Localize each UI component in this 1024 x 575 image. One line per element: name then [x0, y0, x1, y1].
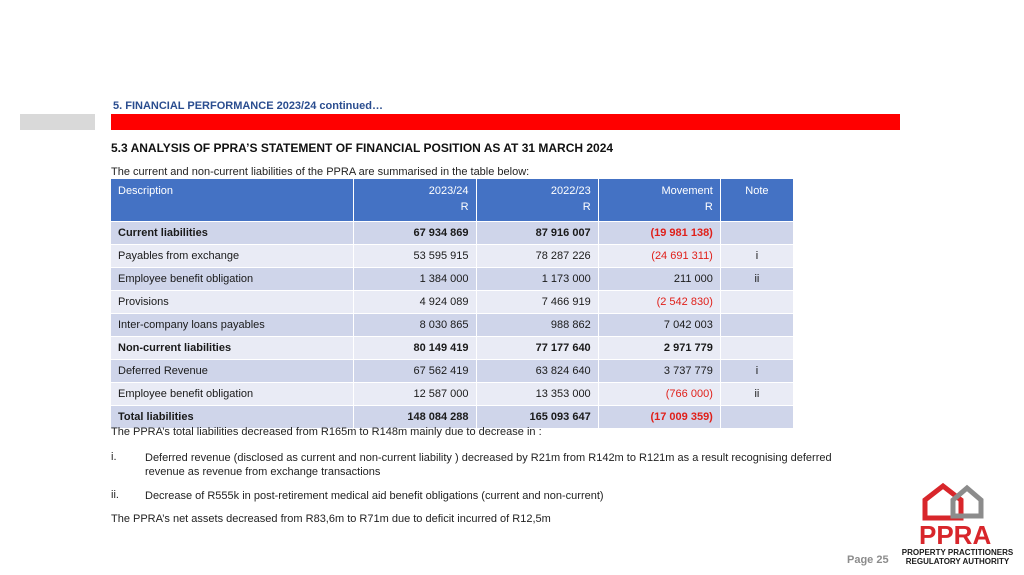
- row-2022-23: 87 916 007: [476, 222, 598, 245]
- summary-text: The PPRA’s total liabilities decreased from R165m to R148m mainly due to decrease in :: [111, 426, 542, 438]
- page-number: Page 25: [847, 554, 889, 566]
- table-row: [111, 222, 794, 245]
- page-subheading: 5.3 ANALYSIS OF PPRA’S STATEMENT OF FINANCIAL POSITION AS AT 31 MARCH 2024: [111, 141, 614, 155]
- row-2023-24: 148 084 288: [354, 406, 476, 429]
- row-movement: 2 971 779: [598, 337, 720, 360]
- row-note: [720, 406, 793, 429]
- logo-line-1: PROPERTY PRACTITIONERS: [901, 548, 1014, 557]
- header-description: Description: [111, 179, 354, 222]
- row-2022-23: 63 824 640: [476, 360, 598, 383]
- row-movement: 7 042 003: [598, 314, 720, 337]
- list-text: Decrease of R555k in post-retirement medical aid benefit obligations (current and non-current): [145, 490, 604, 502]
- row-2023-24: 1 384 000: [354, 268, 476, 291]
- row-description: Employee benefit obligation: [111, 268, 354, 291]
- row-description: Employee benefit obligation: [111, 383, 354, 406]
- logo-wordmark: PPRA: [919, 520, 992, 548]
- header-2023-24: 2023/24 R: [354, 179, 476, 222]
- closing-text: The PPRA’s net assets decreased from R83,6m to R71m due to deficit incurred of R12,5m: [111, 513, 551, 525]
- list-marker: i.: [111, 451, 117, 463]
- list-text: Deferred revenue (disclosed as current and non-current liability ) decreased by R21m from R142m to R121m as a result recognising deferred revenue as revenue from exchange transactions: [145, 452, 832, 478]
- row-movement: (24 691 311): [598, 245, 720, 268]
- table-row: [111, 337, 794, 360]
- table-header-row: [111, 179, 794, 222]
- row-2023-24: 4 924 089: [354, 291, 476, 314]
- table-row: [111, 383, 794, 406]
- row-2022-23: 77 177 640: [476, 337, 598, 360]
- row-description: Non-current liabilities: [111, 337, 354, 360]
- row-description: Provisions: [111, 291, 354, 314]
- list-marker: ii.: [111, 489, 119, 501]
- header-grey-block: [20, 114, 95, 130]
- ppra-logo: [895, 478, 1020, 568]
- logo-line-2: REGULATORY AUTHORITY: [905, 557, 1010, 566]
- row-2023-24: 8 030 865: [354, 314, 476, 337]
- row-note: ii: [720, 268, 793, 291]
- row-note: i: [720, 245, 793, 268]
- row-2023-24: 67 562 419: [354, 360, 476, 383]
- row-movement: (17 009 359): [598, 406, 720, 429]
- row-2022-23: 988 862: [476, 314, 598, 337]
- row-movement: (766 000): [598, 383, 720, 406]
- row-2023-24: 67 934 869: [354, 222, 476, 245]
- row-movement: 3 737 779: [598, 360, 720, 383]
- row-note: [720, 314, 793, 337]
- header-red-bar: [111, 114, 900, 130]
- row-description: Total liabilities: [111, 406, 354, 429]
- section-title: 5. FINANCIAL PERFORMANCE 2023/24 continued…: [113, 100, 383, 112]
- header-2022-23: 2022/23 R: [476, 179, 598, 222]
- ppra-logo-icon: [895, 478, 1020, 548]
- row-description: Payables from exchange: [111, 245, 354, 268]
- row-note: [720, 291, 793, 314]
- row-movement: (19 981 138): [598, 222, 720, 245]
- header-note: Note: [720, 179, 793, 222]
- row-2022-23: 1 173 000: [476, 268, 598, 291]
- row-note: ii: [720, 383, 793, 406]
- intro-text: The current and non-current liabilities of the PPRA are summarised in the table below:: [111, 166, 530, 178]
- row-2022-23: 13 353 000: [476, 383, 598, 406]
- table-row: [111, 314, 794, 337]
- row-movement: 211 000: [598, 268, 720, 291]
- row-description: Deferred Revenue: [111, 360, 354, 383]
- row-2023-24: 12 587 000: [354, 383, 476, 406]
- row-movement: (2 542 830): [598, 291, 720, 314]
- table-row: [111, 291, 794, 314]
- row-description: Inter-company loans payables: [111, 314, 354, 337]
- row-note: i: [720, 360, 793, 383]
- row-2023-24: 80 149 419: [354, 337, 476, 360]
- row-2022-23: 78 287 226: [476, 245, 598, 268]
- header-movement: Movement R: [598, 179, 720, 222]
- row-2022-23: 165 093 647: [476, 406, 598, 429]
- row-2022-23: 7 466 919: [476, 291, 598, 314]
- row-2023-24: 53 595 915: [354, 245, 476, 268]
- table-row: [111, 245, 794, 268]
- row-description: Current liabilities: [111, 222, 354, 245]
- table-row: [111, 360, 794, 383]
- table-row: [111, 268, 794, 291]
- row-note: [720, 337, 793, 360]
- liabilities-table: [110, 178, 794, 429]
- row-note: [720, 222, 793, 245]
